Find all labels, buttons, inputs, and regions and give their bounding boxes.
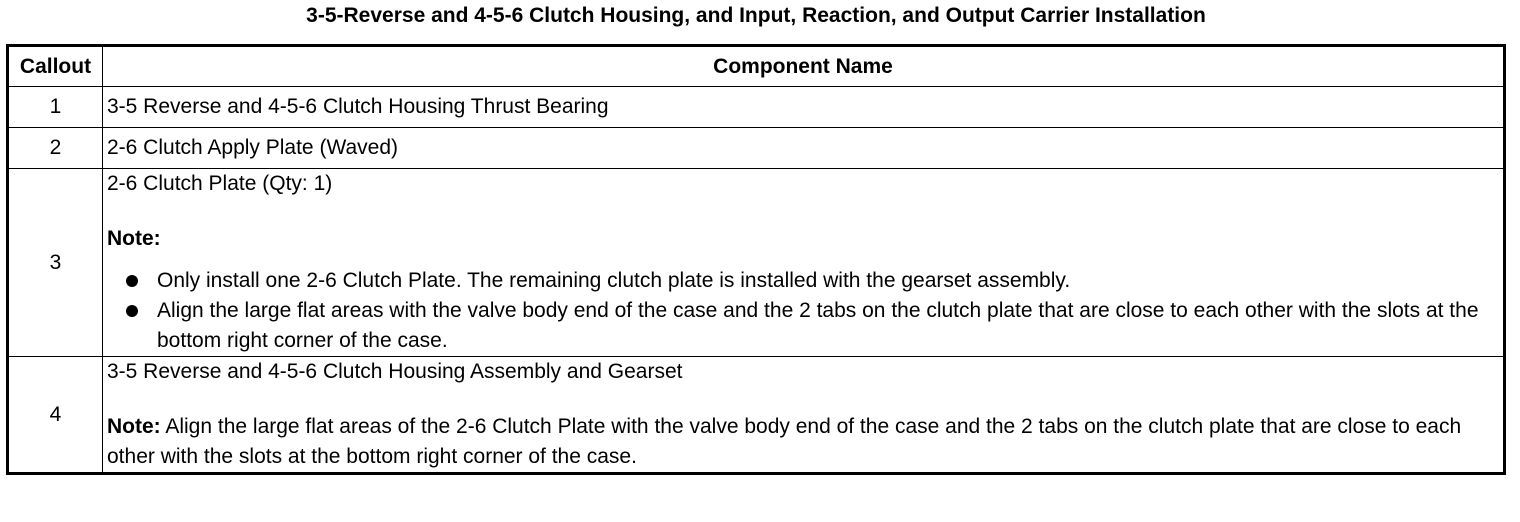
note-paragraph [107,412,1499,472]
component-name-cell: 2-6 Clutch Apply Plate (Waved) [103,128,1505,169]
component-name: 3-5 Reverse and 4-5-6 Clutch Housing Assembly and Gearset [107,360,683,383]
table-header-row [8,46,1505,87]
note-label: Note: [107,415,161,438]
callout-cell: 3 [8,169,103,357]
note-bullet-list [107,266,1499,356]
table-row [8,169,1505,357]
note-bullet: Only install one 2-6 Clutch Plate. The remaining clutch plate is installed with the gearset assembly. [157,266,1499,296]
note-text: Align the large flat areas of the 2-6 Clutch Plate with the valve body end of the case and the 2 tabs on the clutch plate that are close to each other with the slots at the bottom right corner of the case. [107,415,1462,468]
table-row [8,357,1505,474]
table-row [8,87,1505,128]
note-bullet: Align the large flat areas with the valve body end of the case and the 2 tabs on the clutch plate that are close to each other with the slots at the bottom right corner of the case. [157,296,1499,356]
table-row [8,128,1505,169]
component-name-cell: 3-5 Reverse and 4-5-6 Clutch Housing Thrust Bearing [103,87,1505,128]
callout-cell: 1 [8,87,103,128]
note-label: Note: [107,227,161,250]
callout-column-header: Callout [8,46,103,87]
table-title: 3-5-Reverse and 4-5-6 Clutch Housing, and Input, Reaction, and Output Carrier Installation [306,4,1206,27]
component-name-cell [103,169,1505,357]
callout-cell: 2 [8,128,103,169]
component-table [6,44,1506,475]
component-name-column-header: Component Name [103,46,1505,87]
callout-cell: 4 [8,357,103,474]
component-name: 2-6 Clutch Plate (Qty: 1) [107,172,333,195]
component-name-cell [103,357,1505,474]
